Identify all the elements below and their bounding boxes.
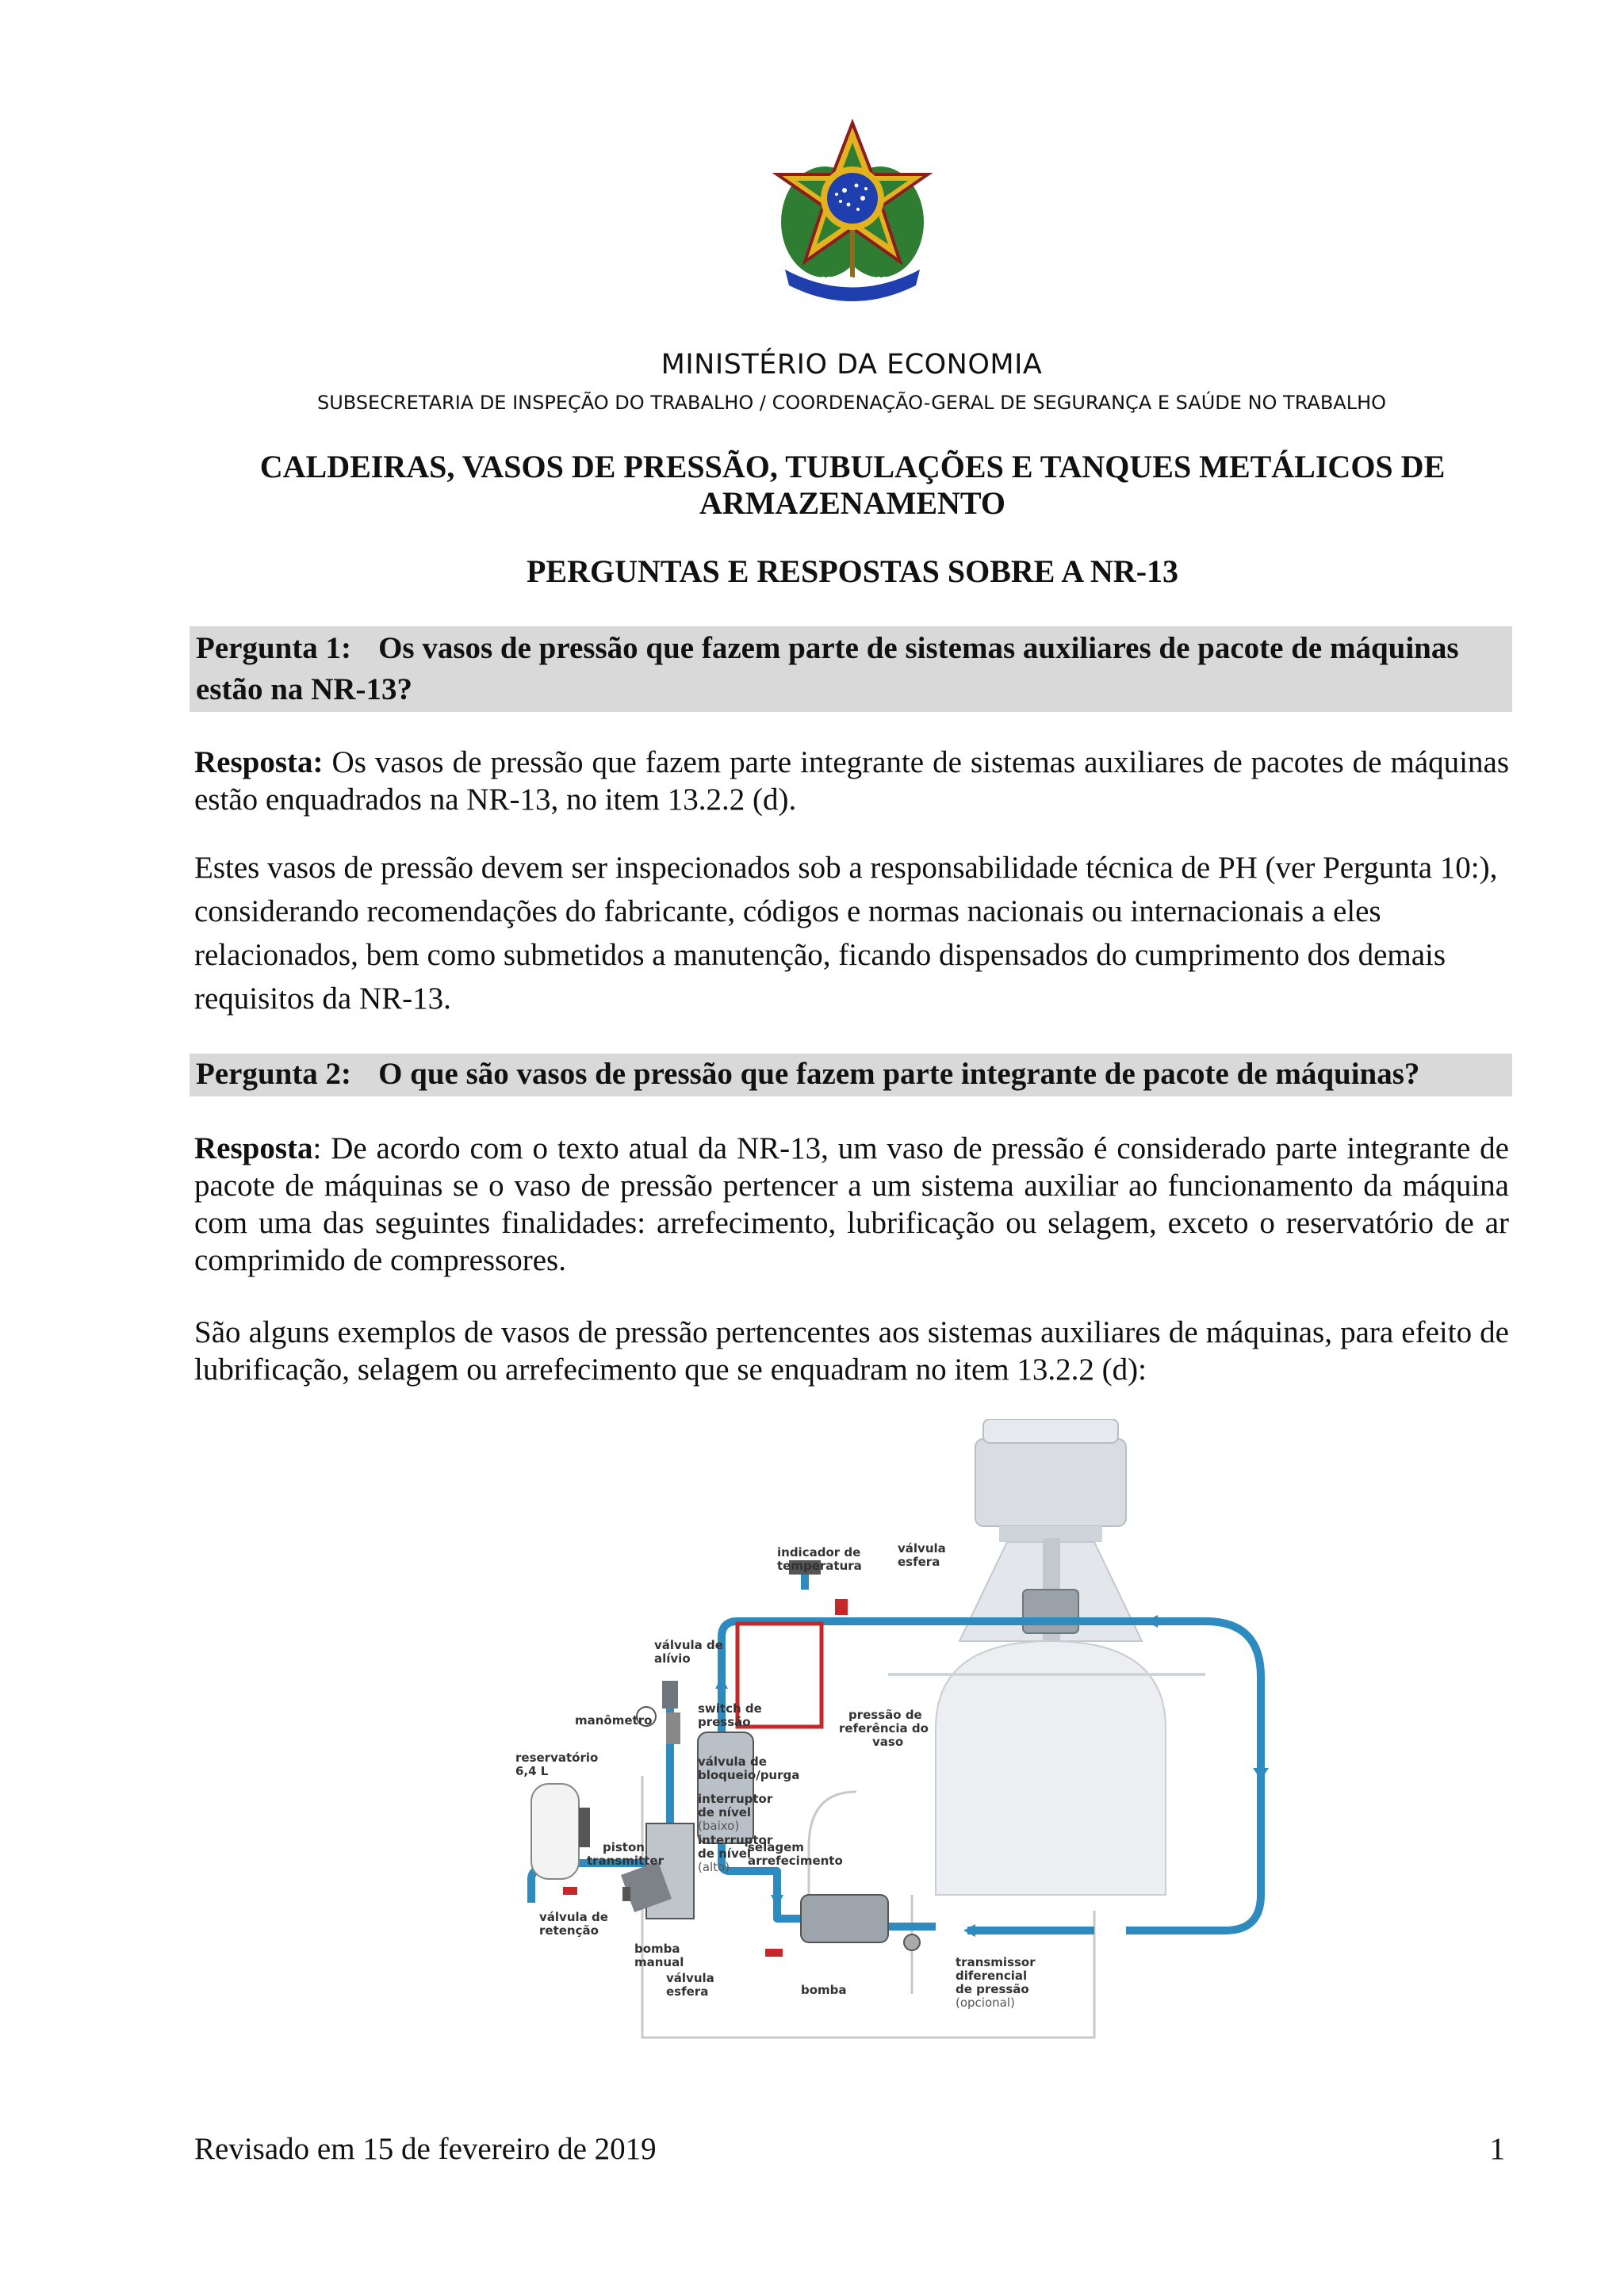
answer-2-lead: Resposta <box>194 1131 313 1165</box>
label-switch-pressao-2: pressão <box>698 1715 751 1729</box>
question-1-box <box>190 626 1512 712</box>
answer-2-paragraph <box>194 1130 1509 1279</box>
label-interruptor-alto-3: (alto) <box>698 1860 730 1874</box>
label-switch-pressao-1: switch de <box>698 1701 762 1716</box>
document-subtitle: PERGUNTAS E RESPOSTAS SOBRE A NR-13 <box>526 553 1179 589</box>
page-number: 1 <box>1489 2132 1505 2166</box>
question-2-box <box>190 1054 1512 1096</box>
label-manometro: manômetro <box>575 1713 653 1728</box>
answer-1-extra-paragraph: Estes vasos de pressão devem ser inspecionados sob a responsabilidade técnica de PH (ver Pergunta 10:), considerando recomendações do fabricante, códigos e normas nacionais ou internacionais a eles relacionados, bem como submetidos a manutenção, ficando dispensados do cumprimento dos demais requisitos da NR-13. <box>194 851 1498 1016</box>
label-piston-transmitter-2: transmitter <box>587 1854 664 1868</box>
answer-2-extra-paragraph: São alguns exemplos de vasos de pressão pertencentes aos sistemas auxiliares de máquinas, para efeito de lubrificação, selagem ou arrefecimento que se enquadram no item 13.2.2 (d): <box>194 1315 1509 1387</box>
answer-1-text: Os vasos de pressão que fazem parte integrante de sistemas auxiliares de pacotes de máquinas estão enquadrados na NR-13, no item 13.2.2 (d). <box>194 745 1509 817</box>
label-valvula-esfera-top-1: válvula <box>898 1541 946 1556</box>
label-transmissor-3: de pressão <box>956 1982 1029 1996</box>
document-title: CALDEIRAS, VASOS DE PRESSÃO, TUBULAÇÕES E TANQUES METÁLICOS DE ARMAZENAMENTO <box>259 449 1446 521</box>
label-transmissor-2: diferencial <box>956 1969 1028 1983</box>
label-valvula-esfera-bot-1: válvula <box>666 1971 714 1985</box>
label-interruptor-baixo-2: de nível <box>698 1805 752 1820</box>
label-pressao-referencia-1: pressão de <box>848 1708 922 1722</box>
label-valvula-alivio-1: válvula de <box>654 1638 723 1652</box>
label-pressao-referencia-3: vaso <box>872 1735 904 1749</box>
label-bloqueio-purga-1: válvula de <box>698 1755 767 1769</box>
label-selagem: selagem <box>748 1840 804 1854</box>
label-valvula-esfera-top-2: esfera <box>898 1555 940 1569</box>
label-bloqueio-purga-2: bloqueio/purga <box>698 1768 800 1782</box>
coat-of-arms-logo <box>761 119 944 309</box>
subsecretaria-name: SUBSECRETARIA DE INSPEÇÃO DO TRABALHO / COORDENAÇÃO-GERAL DE SEGURANÇA E SAÚDE NO TRABALHO <box>316 392 1387 414</box>
answer-1-lead: Resposta: <box>194 745 324 779</box>
ministry-name: MINISTÉRIO DA ECONOMIA <box>661 349 1043 381</box>
revision-date: Revisado em 15 de fevereiro de 2019 <box>194 2132 657 2166</box>
label-interruptor-baixo-3: (baixo) <box>698 1819 740 1833</box>
label-arrefecimento: arrefecimento <box>748 1854 843 1868</box>
label-reservatorio-2: 6,4 L <box>515 1764 549 1778</box>
label-reservatorio-1: reservatório <box>515 1751 599 1765</box>
label-interruptor-alto-1: interruptor <box>698 1833 773 1847</box>
label-bomba: bomba <box>801 1983 847 1997</box>
label-bomba-manual-2: manual <box>634 1955 684 1969</box>
question-1-label: Pergunta 1: <box>196 631 352 665</box>
question-2-text: O que são vasos de pressão que fazem parte integrante de pacote de máquinas? <box>378 1057 1420 1091</box>
label-bomba-manual-1: bomba <box>634 1942 680 1956</box>
label-valvula-esfera-bot-2: esfera <box>666 1984 709 1999</box>
label-valvula-alivio-2: alívio <box>654 1651 691 1666</box>
label-interruptor-alto-2: de nível <box>698 1846 752 1861</box>
label-indicador-temperatura-1: indicador de <box>777 1545 861 1559</box>
label-valvula-retencao-1: válvula de <box>539 1910 608 1924</box>
question-1-text: Os vasos de pressão que fazem parte de sistemas auxiliares de pacote de máquinas estão na NR-13? <box>196 631 1459 706</box>
machine-auxiliary-system-diagram <box>365 1419 1404 2069</box>
label-interruptor-baixo-1: interruptor <box>698 1792 773 1806</box>
label-valvula-retencao-2: retenção <box>539 1923 599 1938</box>
vessel-motor-illustration <box>888 1419 1205 1895</box>
label-piston-transmitter-1: piston <box>603 1840 645 1854</box>
answer-2-text: : De acordo com o texto atual da NR-13, um vaso de pressão é considerado parte integrante de pacote de máquinas se o vaso de pressão pertencer a um sistema auxiliar ao funcionamento da máquina com uma das seguintes finalidades: arrefecimento, lubrificação ou selagem, exceto o reservatório de ar comprimido de compressores. <box>194 1131 1509 1277</box>
answer-1-paragraph <box>194 744 1509 818</box>
label-indicador-temperatura-2: temperatura <box>777 1559 862 1573</box>
label-transmissor-4: (opcional) <box>956 1996 1015 2010</box>
label-pressao-referencia-2: referência do <box>839 1721 929 1735</box>
label-transmissor-1: transmissor <box>956 1955 1036 1969</box>
question-2-label: Pergunta 2: <box>196 1057 352 1091</box>
